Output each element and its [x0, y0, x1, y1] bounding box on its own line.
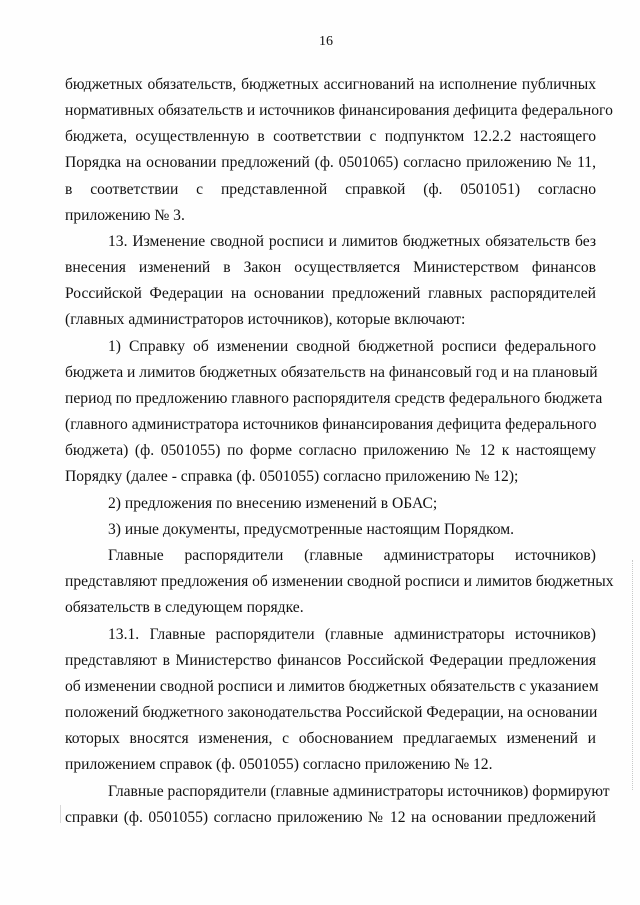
text-line: Порядка на основании предложений (ф. 0501065) согласно приложению № 11,: [65, 154, 596, 171]
text-line: представляют в Министерство финансов Российской Федерации предложения: [65, 652, 596, 669]
text-line: бюджетных обязательств, бюджетных ассигнований на исполнение публичных: [65, 76, 596, 93]
text-line: 1) Справку об изменении сводной бюджетной росписи федерального: [108, 338, 596, 355]
text-line: (главного администратора источников финансирования дефицита федерального: [65, 416, 597, 433]
text-line: 13. Изменение сводной росписи и лимитов бюджетных обязательств без: [108, 233, 596, 250]
text-line: (главных администраторов источников), которые включают:: [65, 311, 466, 328]
text-line: положений бюджетного законодательства Российской Федерации, на основании: [65, 704, 598, 721]
scan-artifact: [60, 805, 61, 823]
text-line: приложением справок (ф. 0501055) согласно приложению № 12.: [65, 756, 493, 773]
text-line: период по предложению главного распорядителя средств федерального бюджета: [65, 390, 603, 407]
text-line: Главные распорядители (главные администраторы источников) формируют: [108, 783, 610, 800]
text-line: Российской Федерации на основании предложений главных распорядителей: [65, 285, 596, 302]
text-line: представляют предложения об изменении сводной росписи и лимитов бюджетных: [65, 573, 614, 590]
text-line: Главные распорядители (главные администраторы источников): [108, 547, 596, 564]
text-line: бюджета) (ф. 0501055) по форме согласно приложению № 12 к настоящему: [65, 442, 596, 459]
text-line: приложению № 3.: [65, 207, 185, 224]
text-line: обязательств в следующем порядке.: [65, 599, 304, 616]
text-line: справки (ф. 0501055) согласно приложению № 12 на основании предложений: [65, 809, 596, 826]
text-line: 13.1. Главные распорядители (главные администраторы источников): [108, 626, 596, 643]
text-line: в соответствии с представленной справкой (ф. 0501051) согласно: [65, 181, 596, 198]
text-line: которых вносятся изменения, с обоснованием предлагаемых изменений и: [65, 730, 596, 747]
text-line: Порядку (далее - справка (ф. 0501055) согласно приложению № 12);: [65, 468, 519, 485]
page-number: 16: [319, 34, 333, 49]
text-line: внесения изменений в Закон осуществляется Министерством финансов: [65, 259, 596, 276]
text-line: об изменении сводной росписи и лимитов бюджетных обязательств с указанием: [65, 678, 599, 695]
text-line: 3) иные документы, предусмотренные настоящим Порядком.: [108, 521, 515, 538]
scan-artifact: [632, 560, 635, 790]
text-line: бюджета, осуществленную в соответствии с подпунктом 12.2.2 настоящего: [65, 128, 596, 145]
text-line: бюджета и лимитов бюджетных обязательств на финансовый год и на плановый: [65, 364, 598, 381]
text-line: нормативных обязательств и источников финансирования дефицита федерального: [65, 102, 613, 119]
text-line: 2) предложения по внесению изменений в ОБАС;: [108, 495, 438, 512]
